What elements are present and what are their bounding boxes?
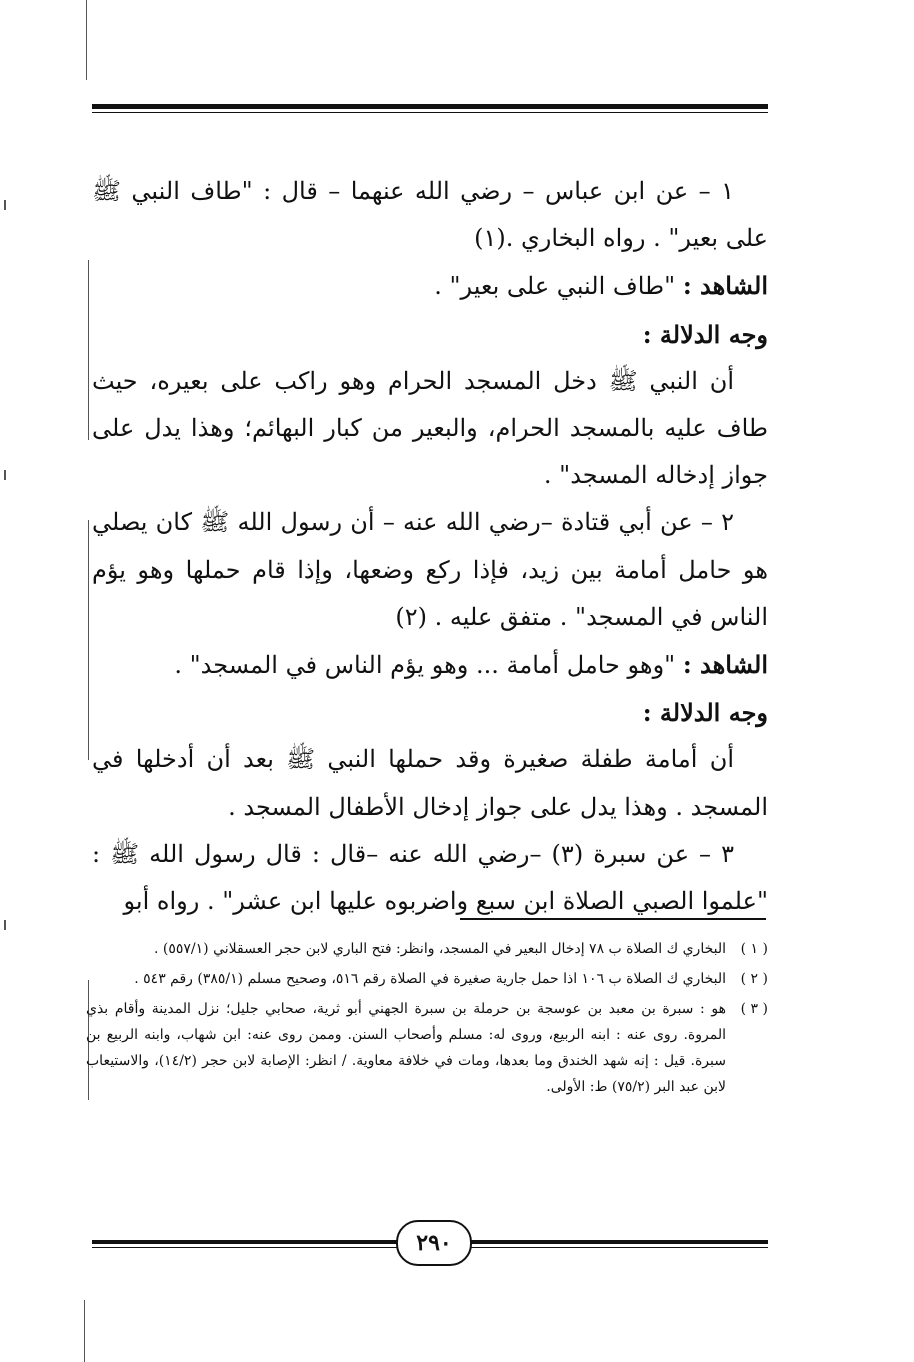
- footnote-text: هو : سبرة بن معبد بن عوسجة بن حرملة بن سبرة الجهني أبو ثرية، صحابي جليل؛ نزل المدينة وأقام بذي المروة. روى عنه : ابنه الربيع، وروى له: مسلم وأصحاب السنن. وممن روى عنه: ابن شهاب، وابنه الربيع بن سبرة. قيل : إنه شهد الخندق وما بعدها، ومات في خلافة معاوية. / انظر: الإصابة لابن حجر (١٤/٢)، والاستيعاب لابن عبد البر (٧٥/٢) ط: الأولى.: [86, 1001, 726, 1095]
- wajh-text-2: أن أمامة طفلة صغيرة وقد حملها النبي ﷺ بعد أن أدخلها في المسجد . وهذا يدل على جواز إدخال الأطفال المسجد .: [92, 745, 768, 821]
- scan-edge-line: [88, 520, 89, 760]
- footnote: [86, 996, 768, 1100]
- scan-edge-line: [4, 200, 6, 210]
- footnote-number: ( ٣ ): [740, 1001, 768, 1017]
- header-rule-thick: [92, 104, 768, 109]
- scan-edge-line: [84, 1300, 85, 1362]
- page-number: ٢٩٠: [396, 1220, 472, 1266]
- footnote-number: ( ١ ): [740, 941, 768, 957]
- wajh-heading-1: وجه الدلالة :: [642, 319, 768, 349]
- footnote-separator: [460, 918, 766, 920]
- header-rule-thin: [92, 112, 768, 113]
- hadith-1: ١ – عن ابن عباس – رضي الله عنهما – قال : "طاف النبي ﷺ على بعير" . رواه البخاري .(١): [92, 177, 768, 253]
- footnote-text: البخاري ك الصلاة ب ٧٨ إدخال البعير في المسجد، وانظر: فتح الباري لابن حجر العسقلاني (٥٥٧/١) .: [154, 941, 726, 957]
- footnote-text: البخاري ك الصلاة ب ١٠٦ اذا حمل جارية صغيرة في الصلاة رقم ٥١٦، وصحيح مسلم (٣٨٥/١) رقم ٥٤٣ .: [134, 971, 726, 987]
- wajh-heading-2: وجه الدلالة :: [642, 698, 768, 728]
- main-text: [92, 168, 768, 925]
- shahid-label: الشاهد :: [682, 650, 768, 680]
- footnotes: [86, 936, 768, 1104]
- scan-edge-line: [86, 0, 87, 80]
- hadith-2: ٢ – عن أبي قتادة –رضي الله عنه – أن رسول الله ﷺ كان يصلي هو حامل أمامة بين زيد، فإذا ركع وضعها، وإذا قام حملها وهو يؤم الناس في المسجد" . متفق عليه . (٢): [92, 508, 768, 631]
- footnote: [86, 936, 768, 962]
- shahid-text: "وهو حامل أمامة ... وهو يؤم الناس في المسجد" .: [174, 651, 683, 680]
- shahid-1: [92, 262, 768, 310]
- shahid-2: [92, 641, 768, 689]
- footnote-number: ( ٢ ): [740, 971, 768, 987]
- wajh-text-1: أن النبي ﷺ دخل المسجد الحرام وهو راكب على بعيره، حيث طاف عليه بالمسجد الحرام، والبعير من كبار البهائم؛ وهذا يدل على جواز إدخاله المسجد" .: [92, 366, 768, 490]
- scan-edge-line: [88, 260, 89, 440]
- shahid-text: "طاف النبي على بعير" .: [434, 272, 683, 301]
- shahid-label: الشاهد :: [682, 271, 768, 301]
- scan-edge-line: [4, 920, 6, 930]
- footnote: [86, 966, 768, 992]
- hadith-3: ٣ – عن سبرة (٣) –رضي الله عنه –قال : قال رسول الله ﷺ : "علموا الصبي الصلاة ابن سبع واضربوه عليها ابن عشر" . رواه أبو: [92, 839, 768, 916]
- scan-edge-line: [4, 470, 6, 480]
